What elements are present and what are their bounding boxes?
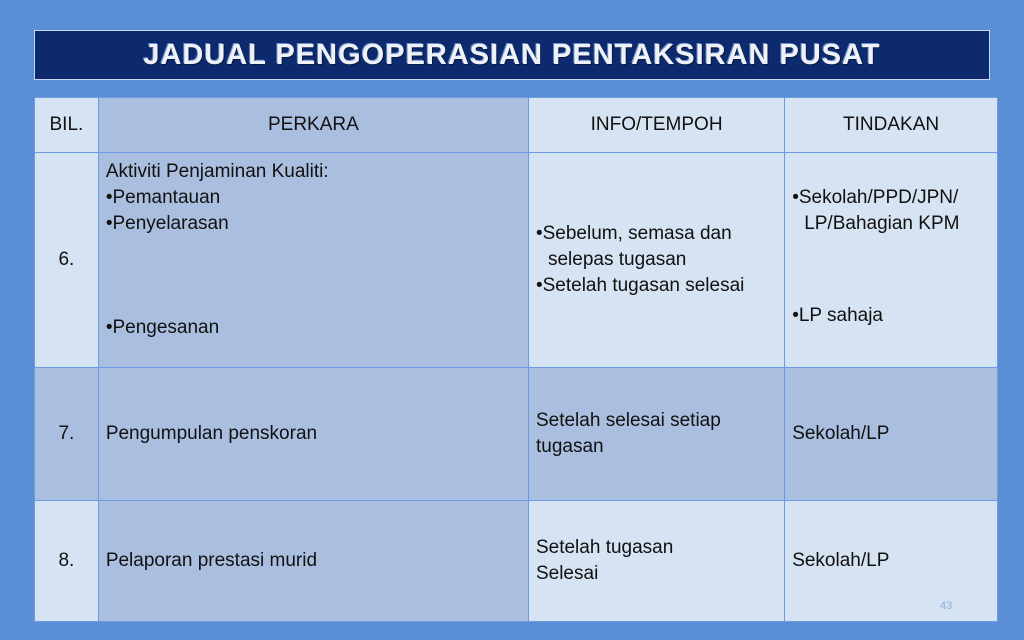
cell-info: Setelah selesai setiap tugasan — [528, 368, 784, 501]
cell-bil: 6. — [35, 153, 99, 368]
list-item: •Sebelum, semasa dan selepas tugasan — [535, 223, 732, 270]
cell-perkara: Pelaporan prestasi murid — [98, 501, 528, 622]
perkara-intro: Aktiviti Penjaminan Kualiti: — [105, 161, 329, 182]
header-info: INFO/TEMPOH — [528, 98, 784, 153]
table-row — [35, 501, 998, 622]
list-item: •Pemantauan — [105, 187, 221, 208]
list-item: •LP sahaja — [792, 305, 884, 326]
list-item: •Pengesanan — [105, 317, 220, 338]
cell-info — [528, 501, 784, 622]
info-line: Selesai — [535, 563, 599, 584]
cell-tindakan — [785, 153, 998, 368]
cell-bil: 8. — [35, 501, 99, 622]
cell-tindakan: Sekolah/LP — [785, 368, 998, 501]
page-number: 43 — [940, 600, 953, 612]
header-perkara: PERKARA — [98, 98, 528, 153]
cell-perkara — [98, 153, 528, 368]
cell-bil: 7. — [35, 368, 99, 501]
slide-title-bar — [34, 30, 990, 80]
table-row — [35, 153, 998, 368]
cell-info — [528, 153, 784, 368]
table-row — [35, 368, 998, 501]
list-item: •Setelah tugasan selesai — [535, 275, 745, 296]
header-tindakan: TINDAKAN — [785, 98, 998, 153]
header-bil: BIL. — [35, 98, 99, 153]
slide-title: JADUAL PENGOPERASIAN PENTAKSIRAN PUSAT — [143, 38, 881, 71]
info-line: Setelah tugasan — [535, 537, 674, 558]
schedule-table — [34, 97, 998, 622]
cell-perkara: Pengumpulan penskoran — [98, 368, 528, 501]
list-item: •Penyelarasan — [105, 213, 229, 234]
table-header-row — [35, 98, 998, 153]
cell-tindakan: Sekolah/LP — [785, 501, 998, 622]
list-item: •Sekolah/PPD/JPN/ LP/Bahagian KPM — [792, 187, 960, 234]
